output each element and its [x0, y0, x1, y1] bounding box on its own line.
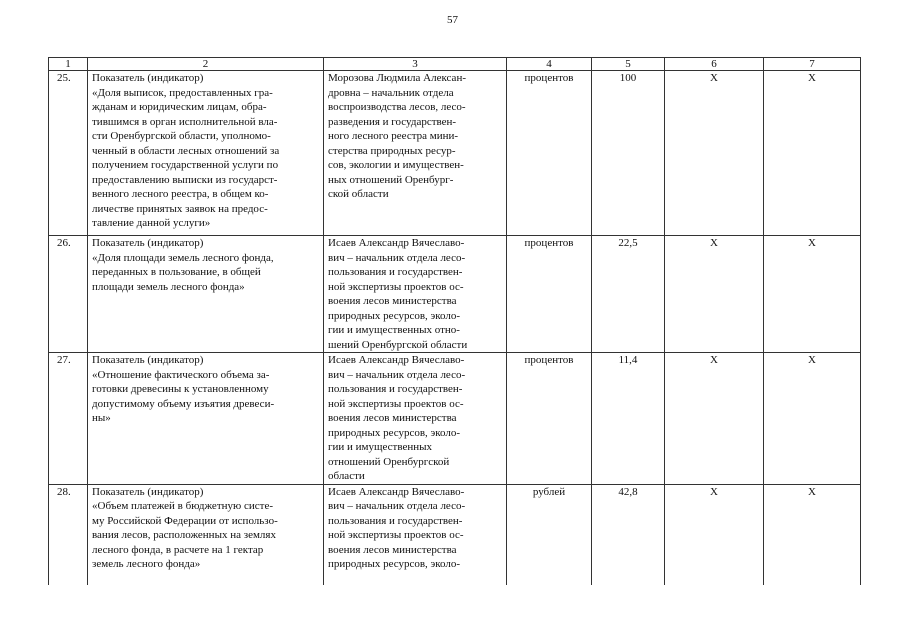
column-header: 6 [665, 58, 764, 71]
col6-cell: Х [665, 236, 764, 353]
unit-cell: процентов [507, 236, 592, 353]
indicators-table [48, 57, 861, 585]
col7-cell: Х [764, 484, 861, 585]
row-number: 25. [49, 71, 88, 236]
unit-cell: процентов [507, 71, 592, 236]
row-number: 27. [49, 353, 88, 485]
indicator-text: Показатель (индикатор) «Доля площади земель лесного фонда, переданных в пользование, в общей площади земель лесного фонда» [88, 236, 324, 353]
header-row [49, 58, 861, 71]
col7-cell: Х [764, 236, 861, 353]
column-header: 5 [592, 58, 665, 71]
value-cell: 22,5 [592, 236, 665, 353]
table-row [49, 71, 861, 236]
responsible-person: Исаев Александр Вячеславо- вич – начальник отдела лесо- пользования и государствен- ной экспертизы проектов ос- воения лесов министерства природных ресурсов, эколо- гии и имущественных отно- шений Оренбургской области [324, 236, 507, 353]
column-header: 2 [88, 58, 324, 71]
column-header: 4 [507, 58, 592, 71]
row-number: 26. [49, 236, 88, 353]
col7-cell: Х [764, 71, 861, 236]
responsible-person: Морозова Людмила Алексан- дровна – начальник отдела воспроизводства лесов, лесо- разведения и государствен- ного лесного реестра мини- стерства природных ресур- сов, экологии и имуществен- ных отношений Оренбург- ской области [324, 71, 507, 236]
col6-cell: Х [665, 71, 764, 236]
col6-cell: Х [665, 484, 764, 585]
indicator-text: Показатель (индикатор) «Объем платежей в бюджетную систе- му Российской Федерации от использо- вания лесов, расположенных на землях лесного фонда, в расчете на 1 гектар земель лесного фонда» [88, 484, 324, 585]
unit-cell: рублей [507, 484, 592, 585]
col6-cell: Х [665, 353, 764, 485]
indicator-text: Показатель (индикатор) «Доля выписок, предоставленных гра- жданам и юридическим лицам, обра- тившимся в орган исполнительной вла- сти Оренбургской области, уполномо- ченный в области лесных отношений за получением государственной услуги по предоставлению выписки из государст- венного лесного реестра, в общем ко- личестве принятых заявок на предос- тавление данной услуги» [88, 71, 324, 236]
unit-cell: процентов [507, 353, 592, 485]
column-header: 1 [49, 58, 88, 71]
row-number: 28. [49, 484, 88, 585]
column-header: 7 [764, 58, 861, 71]
col7-cell: Х [764, 353, 861, 485]
responsible-person: Исаев Александр Вячеславо- вич – начальник отдела лесо- пользования и государствен- ной экспертизы проектов ос- воения лесов министерства природных ресурсов, эколо- [324, 484, 507, 585]
page-number: 57 [447, 14, 458, 26]
column-header: 3 [324, 58, 507, 71]
value-cell: 100 [592, 71, 665, 236]
indicator-text: Показатель (индикатор) «Отношение фактического объема за- готовки древесины к установленному допустимому объему изъятия древеси- ны» [88, 353, 324, 485]
table-row [49, 484, 861, 585]
value-cell: 42,8 [592, 484, 665, 585]
table-row [49, 236, 861, 353]
responsible-person: Исаев Александр Вячеславо- вич – начальник отдела лесо- пользования и государствен- ной экспертизы проектов ос- воения лесов министерства природных ресурсов, эколо- гии и имущественных отношений Оренбургской области [324, 353, 507, 485]
table-row [49, 353, 861, 485]
value-cell: 11,4 [592, 353, 665, 485]
